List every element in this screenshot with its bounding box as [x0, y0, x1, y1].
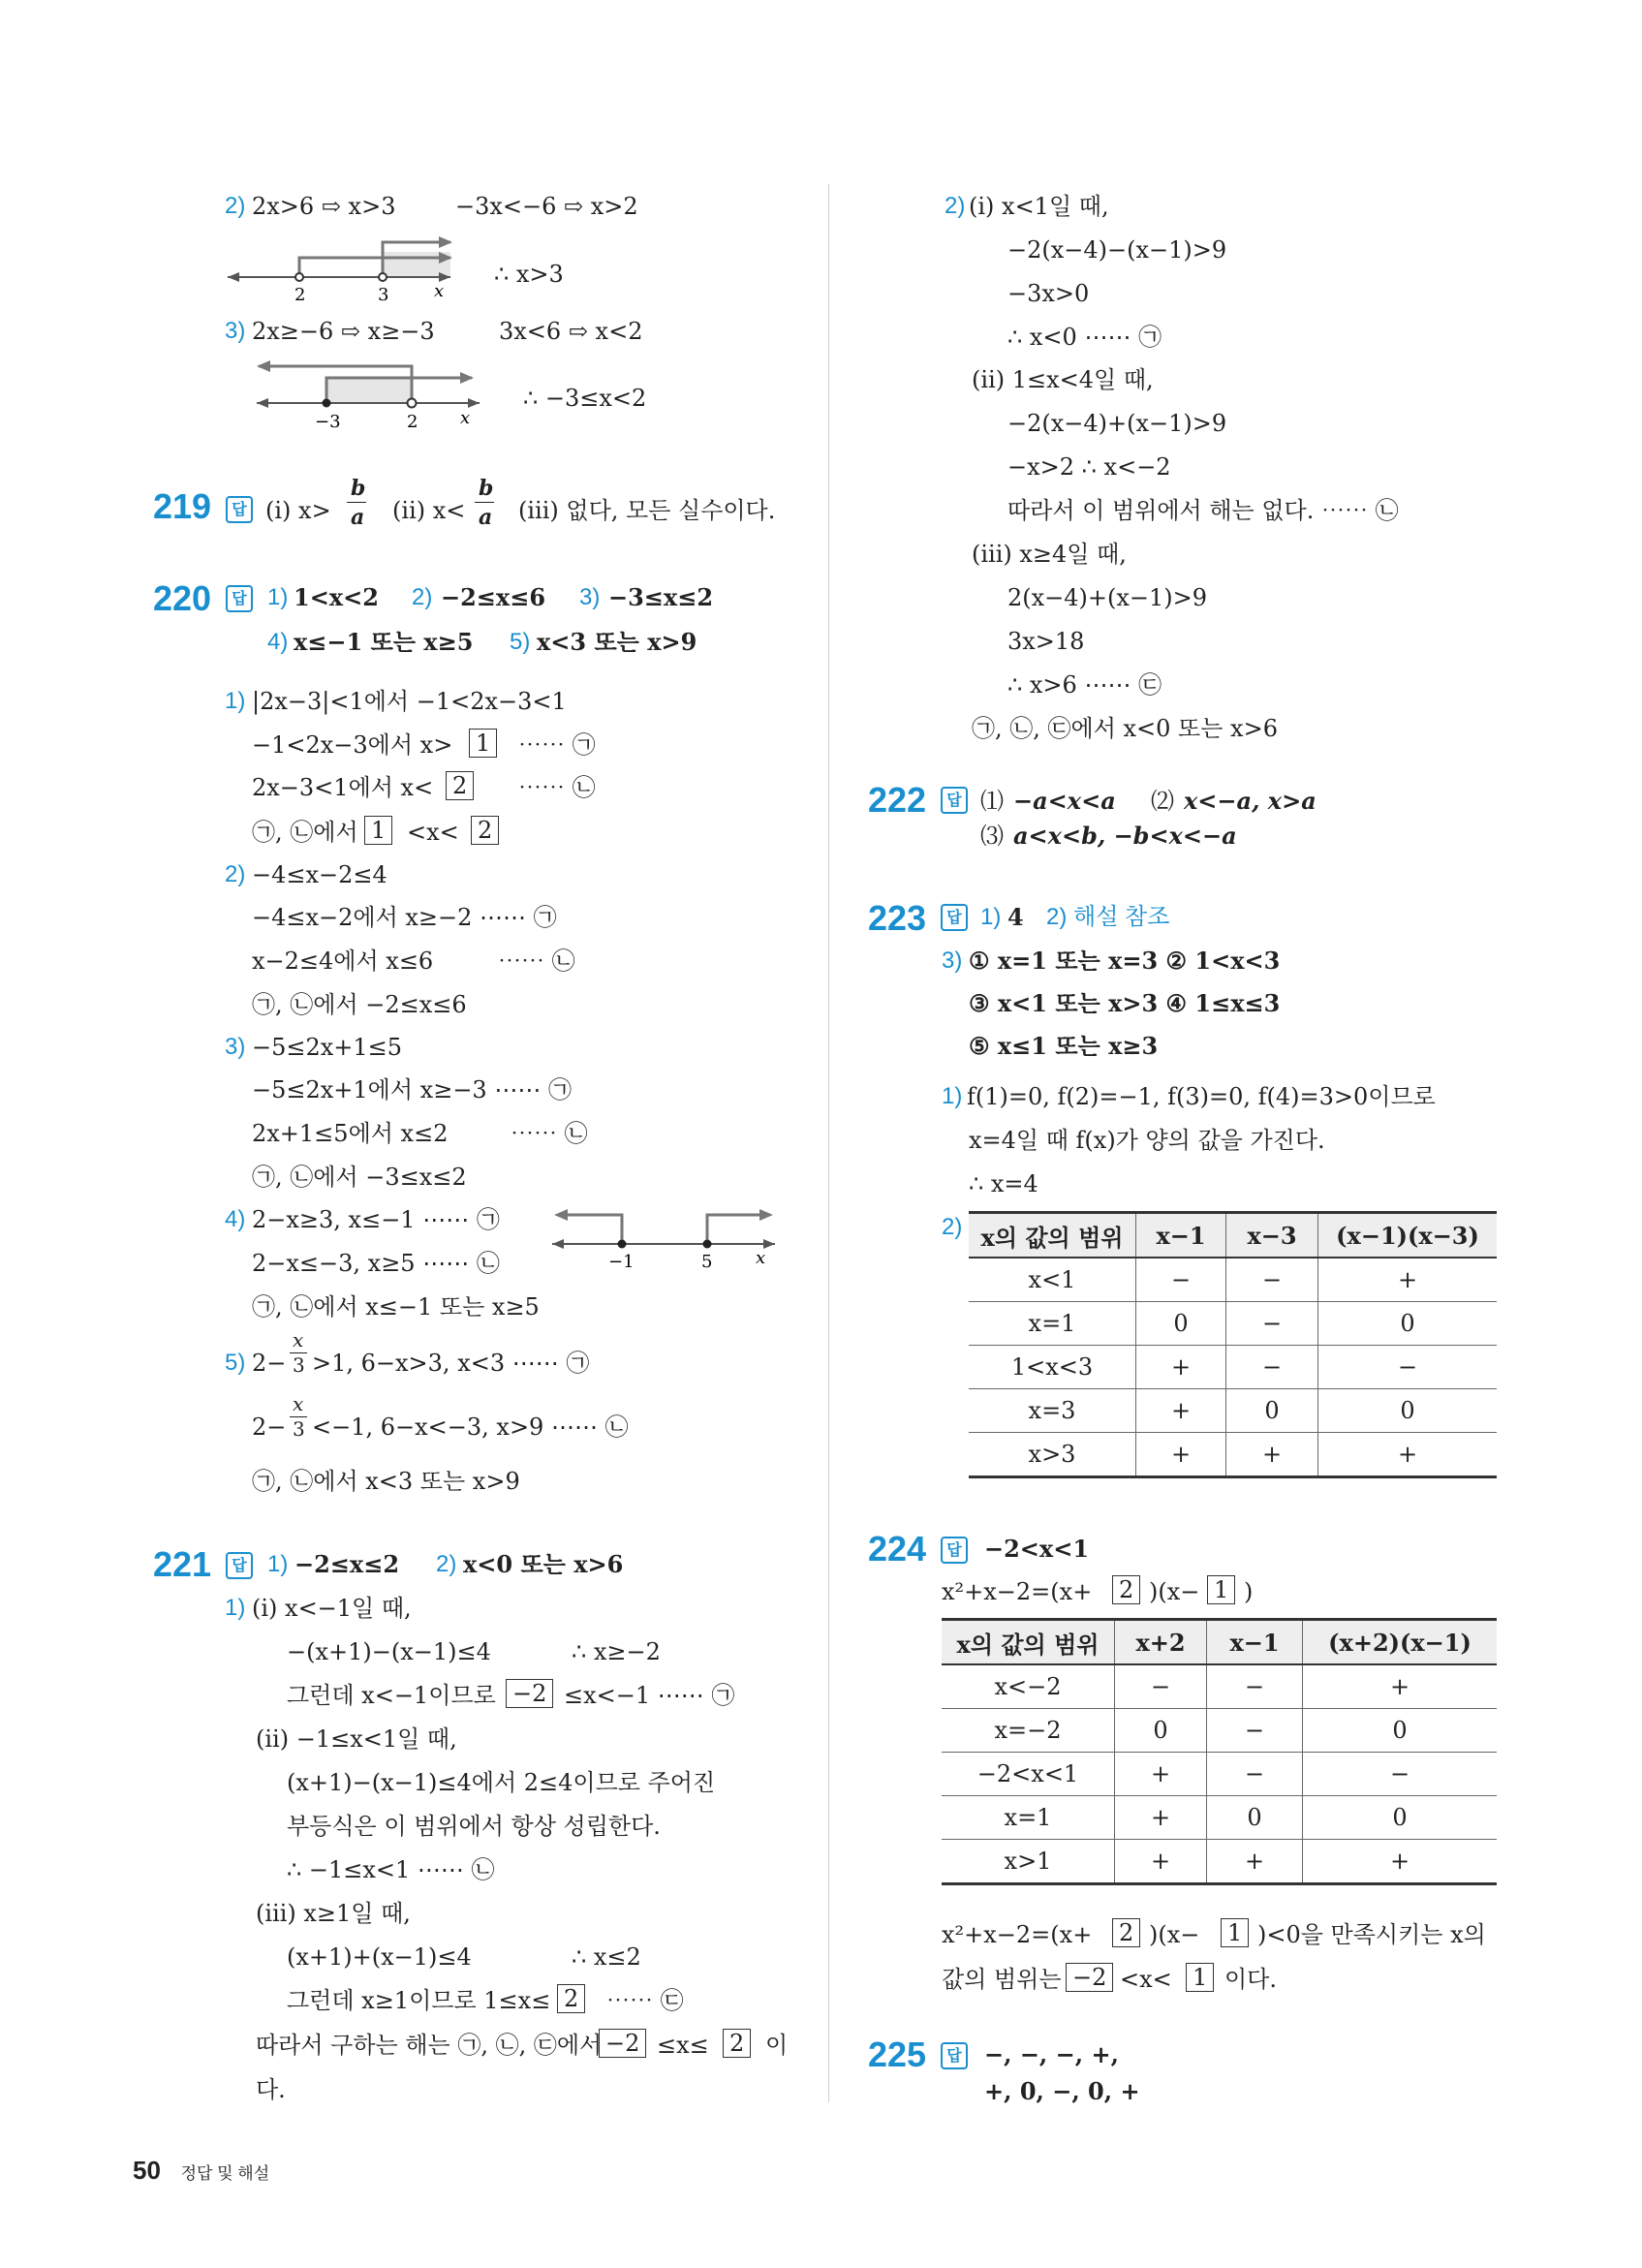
- axis-arrow-left: [228, 272, 239, 282]
- math-line: ∴ −3≤x<2: [523, 385, 647, 412]
- table-cell: 0: [1136, 1302, 1226, 1346]
- table-cell: +: [1136, 1433, 1226, 1477]
- answer-box: 2: [1112, 1575, 1140, 1604]
- table-cell: +: [1226, 1433, 1318, 1477]
- answer-box: 1: [1207, 1575, 1235, 1604]
- item-label: 3): [579, 584, 601, 610]
- table-header-row: [942, 1620, 1497, 1665]
- answer-box: 1: [1221, 1918, 1249, 1947]
- answer-box: 1: [469, 729, 497, 758]
- answer-box: −2: [506, 1679, 553, 1708]
- closed-point: [323, 399, 331, 408]
- answer-box: 2: [1112, 1918, 1140, 1947]
- open-point: [295, 273, 303, 281]
- math-line: 2x≥−6 ⇨ x≥−3: [252, 318, 435, 345]
- table-row: [942, 1709, 1497, 1753]
- math-line: 다.: [256, 2076, 286, 2103]
- item-label: 2): [942, 1214, 963, 1240]
- math-line: x−2≤4에서 x≤6: [252, 948, 434, 975]
- math-line: (ⅰ) x<−1일 때,: [252, 1595, 412, 1622]
- math-line: )(x−: [1149, 1921, 1200, 1948]
- math-line: 따라서 구하는 해는 ㉠, ㉡, ㉢에서: [256, 2032, 603, 2059]
- math-line: ㉠, ㉡에서 x≤−1 또는 x≥5: [252, 1293, 540, 1320]
- answer-value: ⑤ x≤1 또는 x≥3: [969, 1032, 1159, 1060]
- table-row: [942, 1796, 1497, 1840]
- item-label: ⑶: [980, 823, 1004, 850]
- table-cell: −: [1136, 1258, 1226, 1302]
- answer-value: −3≤x≤2: [608, 583, 714, 611]
- math-line: 이: [765, 2032, 789, 2059]
- item-label: 3): [225, 1034, 246, 1060]
- tick-label: 5: [701, 1252, 713, 1271]
- math-line: −x>2 ∴ x<−2: [1007, 453, 1171, 481]
- answer-value: −2<x<1: [984, 1535, 1090, 1563]
- open-point: [379, 273, 387, 281]
- math-line: ≤x≤: [657, 2032, 709, 2059]
- answer-box: 1: [1186, 1963, 1214, 1992]
- fraction-bar: [475, 502, 494, 503]
- math-line: 2x+1≤5에서 x≤2: [252, 1120, 449, 1147]
- item-label: 1): [942, 1083, 963, 1109]
- table-cell: 0: [1303, 1796, 1498, 1840]
- problem-number: 220: [153, 578, 212, 618]
- axis-arrow-left: [552, 1239, 564, 1249]
- math-line: ∴ x≤2: [572, 1943, 641, 1971]
- item-label: ⑵: [1151, 788, 1174, 815]
- item-label: 2): [412, 584, 433, 610]
- math-line: −4≤x−2에서 x≥−2 ⋯⋯ ㉠: [252, 904, 557, 931]
- table-cell: +: [1318, 1433, 1498, 1477]
- table-cell: −: [1207, 1664, 1303, 1709]
- math-line: )<0을 만족시키는 x의: [1257, 1921, 1486, 1948]
- math-line: )(x−: [1149, 1578, 1200, 1605]
- table-cell: +: [1115, 1753, 1207, 1796]
- table-header: (x+2)(x−1): [1303, 1620, 1498, 1665]
- table-header: x−3: [1226, 1213, 1318, 1258]
- item-label: 4): [267, 629, 289, 655]
- math-line: ∴ x<0 ⋯⋯ ㉠: [1007, 324, 1162, 351]
- ray-arrow: [554, 1209, 568, 1221]
- tick-label: −3: [315, 412, 341, 432]
- answer-value: ① x=1 또는 x=3 ② 1<x<3: [969, 947, 1281, 975]
- table-row: [942, 1840, 1497, 1884]
- fraction-denominator: a: [479, 505, 493, 530]
- closed-point: [703, 1240, 712, 1249]
- table-cell: −: [1226, 1302, 1318, 1346]
- answer-box: −2: [599, 2029, 646, 2058]
- answer-value: x<3 또는 x>9: [537, 628, 697, 656]
- column-divider: [828, 184, 829, 2102]
- math-line: −(x+1)−(x−1)≤4: [287, 1638, 491, 1665]
- sign-table-1: [969, 1211, 1497, 1478]
- table-cell: +: [1318, 1258, 1498, 1302]
- answer-value: −2≤x≤2: [294, 1550, 400, 1578]
- math-line: (x+1)−(x−1)≤4에서 2≤4이므로 주어진: [287, 1769, 716, 1796]
- math-line: ∴ x=4: [969, 1170, 1038, 1197]
- sign-table-2: [942, 1618, 1497, 1885]
- answer-value: +, 0, −, 0, +: [984, 2077, 1140, 2105]
- answer-value: a<x<b, −b<x<−a: [1013, 822, 1237, 850]
- answer-value: −2≤x≤6: [441, 583, 546, 611]
- answer-badge: 답: [226, 585, 253, 612]
- math-line: 2(x−4)+(x−1)>9: [1007, 584, 1208, 611]
- answer-box: 2: [446, 771, 474, 800]
- answer-badge: 답: [941, 904, 968, 931]
- problem-number: 222: [868, 780, 927, 820]
- item-label: 2) 해설 참조: [1046, 904, 1170, 930]
- table-row: [942, 1664, 1497, 1709]
- math-line: ≤x<−1 ⋯⋯ ㉠: [564, 1682, 735, 1709]
- math-line: ⋯⋯ ㉡: [518, 774, 596, 801]
- table-header: x+2: [1115, 1620, 1207, 1665]
- math-line: ⋯⋯ ㉠: [518, 731, 596, 759]
- table-cell: −: [1303, 1753, 1498, 1796]
- answer-box: 2: [471, 816, 499, 845]
- table-cell: x=1: [942, 1796, 1115, 1840]
- ray-arrow: [257, 360, 270, 372]
- table-cell: x=−2: [942, 1709, 1115, 1753]
- math-line: 3x>18: [1007, 628, 1085, 655]
- answer-box: 1: [364, 816, 392, 845]
- problem-number: 221: [153, 1544, 212, 1584]
- table-cell: x=1: [969, 1302, 1136, 1346]
- tick-label: 2: [294, 285, 306, 305]
- math-line: <x<: [1120, 1966, 1172, 1993]
- item-label: 5): [510, 629, 531, 655]
- math-line: ∴ x≥−2: [572, 1638, 661, 1665]
- math-line: 2−x≤−3, x≥5 ⋯⋯ ㉡: [252, 1250, 500, 1277]
- axis-label: x: [460, 408, 471, 428]
- table-cell: x<−2: [942, 1664, 1115, 1709]
- table-cell: 0: [1115, 1709, 1207, 1753]
- math-line: |2x−3|<1에서 −1<2x−3<1: [252, 688, 567, 715]
- problem-number: 224: [868, 1529, 927, 1569]
- fraction-numerator: x: [293, 1328, 304, 1351]
- math-line: 2x>6 ⇨ x>3: [252, 193, 396, 220]
- table-cell: 1<x<3: [969, 1346, 1136, 1389]
- fraction-denominator: a: [351, 505, 365, 530]
- item-label: 2): [436, 1551, 457, 1577]
- axis-arrow-right: [468, 398, 480, 408]
- item-label: 1): [225, 688, 246, 714]
- fraction-numerator: x: [293, 1392, 304, 1415]
- math-line: −3x>0: [1007, 280, 1090, 307]
- math-line: ㉠, ㉡, ㉢에서 x<0 또는 x>6: [972, 715, 1278, 742]
- answer-box: −2: [1066, 1963, 1113, 1992]
- math-line: (x+1)+(x−1)≤4: [287, 1943, 472, 1971]
- math-line: (ⅰ) x<1일 때,: [969, 193, 1109, 220]
- table-cell: −: [1207, 1709, 1303, 1753]
- math-line: ㉠, ㉡에서 −3≤x≤2: [252, 1164, 467, 1191]
- answer-badge: 답: [226, 1552, 253, 1579]
- solution-shade: [326, 378, 412, 403]
- problem-number: 223: [868, 898, 927, 938]
- item-label: 2): [225, 861, 246, 887]
- answer-badge: 답: [941, 1537, 968, 1564]
- table-cell: +: [1136, 1346, 1226, 1389]
- item-label: 1): [225, 1595, 246, 1621]
- math-line: ): [1244, 1578, 1254, 1605]
- table-cell: −: [1226, 1346, 1318, 1389]
- math-line: (ⅲ) x≥4일 때,: [972, 541, 1127, 568]
- item-label: 3): [942, 948, 963, 974]
- table-header: (x−1)(x−3): [1318, 1213, 1498, 1258]
- answer-badge: 답: [941, 2042, 968, 2069]
- math-line: ㉠, ㉡에서: [252, 819, 358, 846]
- table-cell: +: [1207, 1840, 1303, 1884]
- math-line: −2(x−4)−(x−1)>9: [1007, 236, 1227, 264]
- table-cell: −: [1115, 1664, 1207, 1709]
- ray-arrow: [460, 372, 474, 384]
- item-label: 2): [225, 193, 246, 219]
- table-cell: +: [1115, 1796, 1207, 1840]
- table-cell: 0: [1226, 1389, 1318, 1433]
- answer-badge: 답: [941, 787, 968, 814]
- ray-arrow: [759, 1209, 773, 1221]
- item-label: ⑴: [980, 788, 1004, 815]
- table-row: [942, 1753, 1497, 1796]
- item-label: 3): [225, 318, 246, 344]
- answer-value: x≤−1 또는 x≥5: [294, 628, 474, 656]
- fraction-numerator: b: [351, 476, 366, 501]
- table-row: [969, 1433, 1497, 1477]
- math-line: 2−x≥3, x≤−1 ⋯⋯ ㉠: [252, 1206, 500, 1233]
- table-cell: −: [1318, 1346, 1498, 1389]
- math-line: ⋯⋯ ㉢: [606, 1987, 684, 2014]
- math-line: 그런데 x<−1이므로: [287, 1682, 496, 1709]
- answer-value: −a<x<a: [1013, 787, 1116, 815]
- math-line: 2x−3<1에서 x<: [252, 774, 434, 801]
- number-line-1: [228, 233, 460, 310]
- problem-number: 225: [868, 2035, 927, 2074]
- table-cell: x<1: [969, 1258, 1136, 1302]
- open-point: [408, 399, 417, 408]
- math-line: 그런데 x≥1이므로 1≤x≤: [287, 1987, 551, 2014]
- math-line: ㉠, ㉡에서 x<3 또는 x>9: [252, 1468, 520, 1495]
- math-line: 부등식은 이 범위에서 항상 성립한다.: [287, 1813, 661, 1840]
- table-row: [969, 1389, 1497, 1433]
- math-line: (ⅲ) x≥1일 때,: [256, 1900, 411, 1927]
- math-line: ∴ x>6 ⋯⋯ ㉢: [1007, 671, 1162, 699]
- math-line: x²+x−2=(x+: [942, 1578, 1093, 1605]
- table-cell: +: [1303, 1840, 1498, 1884]
- table-cell: 0: [1303, 1709, 1498, 1753]
- table-header-row: [969, 1213, 1497, 1258]
- closed-point: [618, 1240, 627, 1249]
- math-line: −2(x−4)+(x−1)>9: [1007, 410, 1227, 437]
- math-line: <−1, 6−x<−3, x>9 ⋯⋯ ㉡: [312, 1414, 629, 1441]
- fraction-numerator: b: [479, 476, 494, 501]
- math-line: 2−: [252, 1414, 287, 1441]
- item-label: 4): [225, 1206, 246, 1232]
- answer-value: x<−a, x>a: [1184, 787, 1317, 815]
- fraction-bar: [347, 502, 366, 503]
- table-cell: −: [1207, 1753, 1303, 1796]
- problem-number: 219: [153, 486, 212, 526]
- table-cell: x>1: [942, 1840, 1115, 1884]
- table-cell: +: [1115, 1840, 1207, 1884]
- axis-arrow-left: [257, 398, 268, 408]
- fraction-denominator: 3: [293, 1353, 305, 1377]
- math-line: ㉠, ㉡에서 −2≤x≤6: [252, 991, 467, 1018]
- item-label: 2): [945, 193, 966, 219]
- table-cell: −2<x<1: [942, 1753, 1115, 1796]
- math-line: (ⅱ) 1≤x<4일 때,: [972, 366, 1154, 393]
- math-line: (ⅱ) −1≤x<1일 때,: [256, 1725, 457, 1753]
- answer-part: (ⅱ) x<: [392, 497, 466, 524]
- table-cell: −: [1226, 1258, 1318, 1302]
- math-line: ∴ −1≤x<1 ⋯⋯ ㉡: [287, 1856, 495, 1883]
- table-cell: x=3: [969, 1389, 1136, 1433]
- answer-part: (ⅲ) 없다, 모든 실수이다.: [518, 497, 776, 524]
- table-cell: 0: [1318, 1389, 1498, 1433]
- table-row: [969, 1346, 1497, 1389]
- answer-value: 4: [1007, 903, 1024, 931]
- math-line: x²+x−2=(x+: [942, 1921, 1093, 1948]
- fraction-denominator: 3: [293, 1417, 305, 1441]
- table-cell: +: [1136, 1389, 1226, 1433]
- math-line: 값의 범위는: [942, 1966, 1062, 1993]
- table-header: x의 값의 범위: [942, 1620, 1115, 1665]
- math-line: 따라서 이 범위에서 해는 없다. ⋯⋯ ㉡: [1007, 497, 1399, 524]
- ray-arrow: [439, 236, 452, 248]
- tick-label: −1: [608, 1252, 635, 1271]
- math-line: −4≤x−2≤4: [252, 861, 387, 888]
- page-number: 50: [133, 2156, 161, 2185]
- page-footer: [133, 2156, 269, 2186]
- table-row: [969, 1258, 1497, 1302]
- axis-label: x: [756, 1248, 766, 1268]
- math-line: −1<2x−3에서 x>: [252, 731, 453, 759]
- table-header: x−1: [1207, 1620, 1303, 1665]
- footer-title: 정답 및 해설: [180, 2164, 270, 2183]
- item-label: 5): [225, 1350, 246, 1376]
- math-line: <x<: [407, 819, 459, 846]
- math-line: 2−: [252, 1350, 287, 1377]
- math-line: >1, 6−x>3, x<3 ⋯⋯ ㉠: [312, 1350, 590, 1377]
- table-row: [969, 1302, 1497, 1346]
- math-line: f(1)=0, f(2)=−1, f(3)=0, f(4)=3>0이므로: [967, 1083, 1436, 1110]
- answer-value: 1<x<2: [294, 583, 379, 611]
- math-line: −5≤2x+1에서 x≥−3 ⋯⋯ ㉠: [252, 1076, 572, 1103]
- answer-value: x<0 또는 x>6: [463, 1550, 624, 1578]
- item-label: 1): [267, 584, 289, 610]
- table-cell: +: [1303, 1664, 1498, 1709]
- table-cell: x>3: [969, 1433, 1136, 1477]
- answer-box: 2: [723, 2029, 751, 2058]
- number-line-3: [552, 1203, 785, 1271]
- math-line: ⋯⋯ ㉡: [498, 948, 575, 975]
- math-line: 이다.: [1224, 1966, 1277, 1993]
- answer-box: 2: [557, 1984, 585, 2013]
- math-line: −3x<−6 ⇨ x>2: [455, 193, 638, 220]
- math-line: x=4일 때 f(x)가 양의 값을 가진다.: [969, 1127, 1325, 1154]
- table-cell: 0: [1207, 1796, 1303, 1840]
- answer-value: −, −, −, +,: [984, 2040, 1119, 2068]
- table-header: x−1: [1136, 1213, 1226, 1258]
- tick-label: 2: [407, 412, 418, 432]
- answer-part: (ⅰ) x>: [265, 497, 331, 524]
- table-cell: 0: [1318, 1302, 1498, 1346]
- item-label: 1): [267, 1551, 289, 1577]
- table-header: x의 값의 범위: [969, 1213, 1136, 1258]
- math-line: ⋯⋯ ㉡: [511, 1120, 588, 1147]
- item-label: 1): [980, 904, 1002, 930]
- math-line: 3x<6 ⇨ x<2: [499, 318, 643, 345]
- answer-value: ③ x<1 또는 x>3 ④ 1≤x≤3: [969, 989, 1281, 1017]
- math-line: ∴ x>3: [494, 261, 564, 288]
- number-line-2: [257, 357, 489, 434]
- math-line: −5≤2x+1≤5: [252, 1034, 403, 1061]
- answer-badge: 답: [226, 496, 253, 523]
- tick-label: 3: [378, 285, 389, 305]
- axis-label: x: [434, 281, 445, 301]
- range-ray: [707, 1215, 767, 1244]
